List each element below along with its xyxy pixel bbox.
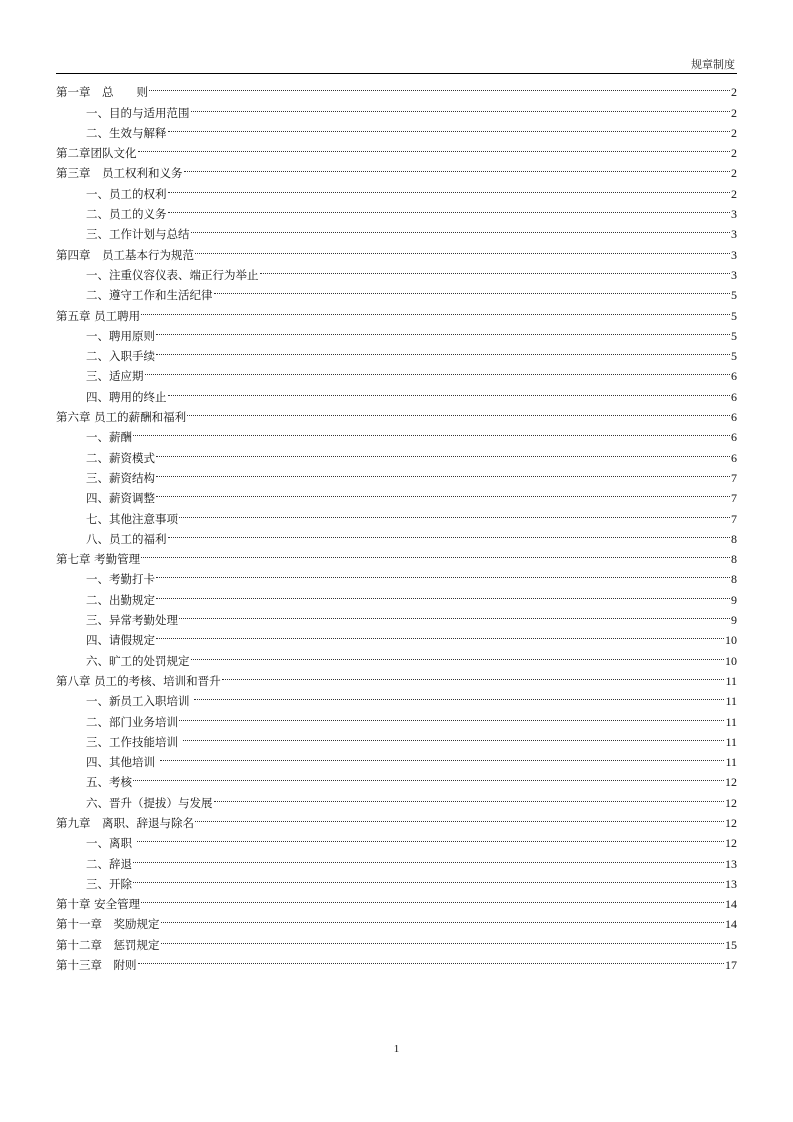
toc-entry-label: 三、工作技能培训	[86, 734, 182, 749]
toc-entry-label: 二、入职手续	[86, 349, 155, 364]
toc-section-entry[interactable]	[56, 644, 737, 668]
toc-entry-page-number: 5	[731, 308, 737, 323]
toc-entry-label: 二、遵守工作和生活纪律	[86, 288, 213, 303]
toc-entry-page-number: 12	[725, 815, 737, 830]
toc-entry-page-number: 12	[725, 836, 737, 851]
toc-entry-page-number: 13	[725, 876, 737, 891]
toc-section-entry[interactable]	[56, 441, 737, 465]
toc-entry-label: 第十二章 惩罚规定	[56, 937, 160, 952]
toc-entry-label: 三、异常考勤处理	[86, 613, 178, 628]
toc-entry-page-number: 12	[725, 775, 737, 790]
toc-section-entry[interactable]	[56, 624, 737, 648]
toc-dot-leader	[168, 117, 731, 137]
toc-entry-page-number: 9	[731, 613, 737, 628]
toc-dot-leader	[187, 401, 730, 421]
toc-entry-page-number: 6	[731, 369, 737, 384]
toc-section-entry[interactable]	[56, 868, 737, 891]
toc-chapter-entry[interactable]	[56, 137, 737, 161]
toc-entry-label: 第六章 员工的薪酬和福利	[56, 410, 187, 425]
toc-dot-leader	[183, 726, 725, 746]
toc-entry-page-number: 15	[725, 937, 737, 952]
toc-dot-leader	[161, 928, 725, 948]
toc-dot-leader	[195, 238, 730, 258]
toc-entry-label: 三、适应期	[86, 369, 144, 384]
toc-chapter-entry[interactable]	[56, 157, 737, 181]
toc-dot-leader	[156, 482, 730, 502]
toc-dot-leader	[260, 259, 731, 279]
toc-dot-leader	[133, 847, 724, 867]
toc-chapter-entry[interactable]	[56, 888, 737, 912]
toc-entry-label: 三、工作计划与总结	[86, 227, 190, 242]
toc-entry-label: 六、旷工的处罚规定	[86, 653, 190, 668]
toc-chapter-entry[interactable]	[56, 949, 737, 973]
toc-entry-page-number: 17	[725, 958, 737, 973]
toc-entry-label: 一、薪酬	[86, 430, 132, 445]
toc-entry-page-number: 7	[731, 470, 737, 485]
toc-chapter-entry[interactable]	[56, 543, 737, 567]
toc-section-entry[interactable]	[56, 340, 737, 364]
toc-entry-label: 第八章 员工的考核、培训和晋升	[56, 673, 221, 688]
page-number: 1	[393, 1043, 400, 1055]
toc-entry-page-number: 8	[731, 572, 737, 587]
toc-dot-leader	[222, 665, 725, 685]
toc-entry-label: 第七章 考勤管理	[56, 552, 141, 567]
toc-dot-leader	[168, 523, 731, 543]
toc-entry-page-number: 2	[731, 85, 737, 100]
toc-entry-page-number: 2	[731, 166, 737, 181]
toc-dot-leader	[214, 279, 731, 299]
toc-entry-page-number: 2	[731, 146, 737, 161]
toc-entry-label: 四、请假规定	[86, 633, 155, 648]
toc-dot-leader	[156, 583, 730, 603]
toc-dot-leader	[138, 137, 731, 157]
toc-entry-page-number: 6	[731, 389, 737, 404]
toc-entry-label: 二、出勤规定	[86, 592, 155, 607]
toc-dot-leader	[191, 218, 731, 238]
toc-section-entry[interactable]	[56, 583, 737, 607]
toc-chapter-entry[interactable]	[56, 908, 737, 932]
toc-dot-leader	[214, 786, 725, 806]
toc-chapter-entry[interactable]	[56, 299, 737, 323]
toc-entry-page-number: 6	[731, 410, 737, 425]
toc-entry-page-number: 7	[731, 491, 737, 506]
toc-entry-page-number: 5	[731, 288, 737, 303]
toc-entry-label: 五、考核	[86, 775, 132, 790]
toc-entry-label: 一、注重仪容仪表、端正行为举止	[86, 267, 259, 282]
toc-dot-leader	[156, 320, 730, 340]
toc-dot-leader	[168, 177, 731, 197]
toc-entry-label: 二、部门业务培训	[86, 714, 178, 729]
toc-entry-label: 三、开除	[86, 876, 132, 891]
toc-entry-page-number: 12	[725, 795, 737, 810]
toc-dot-leader	[191, 644, 725, 664]
toc-entry-label: 一、考勤打卡	[86, 572, 155, 587]
toc-entry-label: 七、其他注意事项	[86, 511, 178, 526]
toc-entry-label: 第四章 员工基本行为规范	[56, 247, 194, 262]
toc-entry-label: 二、薪资模式	[86, 450, 155, 465]
toc-dot-leader	[141, 299, 730, 319]
toc-entry-label: 四、薪资调整	[86, 491, 155, 506]
toc-dot-leader	[179, 705, 724, 725]
toc-dot-leader	[191, 96, 731, 116]
toc-entry-page-number: 11	[725, 694, 737, 709]
toc-entry-page-number: 11	[725, 714, 737, 729]
toc-dot-leader	[156, 563, 730, 583]
toc-entry-page-number: 9	[731, 592, 737, 607]
header-title: 规章制度	[691, 58, 735, 71]
toc-dot-leader	[184, 157, 731, 177]
toc-entry-page-number: 13	[725, 856, 737, 871]
toc-dot-leader	[160, 746, 725, 766]
toc-dot-leader	[133, 868, 724, 888]
toc-entry-page-number: 3	[731, 247, 737, 262]
toc-dot-leader	[161, 908, 725, 928]
toc-entry-label: 第十一章 奖励规定	[56, 917, 160, 932]
toc-dot-leader	[138, 949, 725, 969]
toc-section-entry[interactable]	[56, 563, 737, 587]
toc-entry-page-number: 2	[731, 125, 737, 140]
toc-dot-leader	[179, 604, 730, 624]
toc-entry-label: 第十章 安全管理	[56, 897, 141, 912]
toc-entry-label: 四、聘用的终止	[86, 389, 167, 404]
toc-entry-label: 八、员工的福利	[86, 531, 167, 546]
toc-entry-page-number: 10	[725, 653, 737, 668]
toc-dot-leader	[168, 380, 731, 400]
toc-dot-leader	[141, 888, 724, 908]
toc-entry-page-number: 2	[731, 186, 737, 201]
toc-entry-page-number: 11	[725, 755, 737, 770]
toc-section-entry[interactable]	[56, 360, 737, 384]
toc-section-entry[interactable]	[56, 421, 737, 445]
toc-section-entry[interactable]	[56, 786, 737, 810]
toc-entry-page-number: 11	[725, 673, 737, 688]
toc-entry-page-number: 6	[731, 430, 737, 445]
toc-entry-label: 第九章 离职、辞退与除名	[56, 815, 194, 830]
toc-entry-label: 第五章 员工聘用	[56, 308, 141, 323]
toc-section-entry[interactable]	[56, 482, 737, 506]
toc-dot-leader	[195, 807, 724, 827]
toc-dot-leader	[194, 685, 724, 705]
toc-entry-label: 二、生效与解释	[86, 125, 167, 140]
toc-dot-leader	[179, 502, 730, 522]
toc-entry-label: 第十三章 附则	[56, 958, 137, 973]
toc-entry-label: 第三章 员工权利和义务	[56, 166, 183, 181]
toc-dot-leader	[156, 441, 730, 461]
toc-section-entry[interactable]	[56, 604, 737, 628]
toc-entry-label: 一、聘用原则	[86, 328, 155, 343]
toc-dot-leader	[156, 462, 730, 482]
toc-section-entry[interactable]	[56, 502, 737, 526]
toc-dot-leader	[156, 624, 724, 644]
toc-dot-leader	[137, 827, 724, 847]
toc-entry-label: 三、薪资结构	[86, 470, 155, 485]
toc-entry-page-number: 3	[731, 227, 737, 242]
toc-entry-page-number: 7	[731, 511, 737, 526]
toc-entry-page-number: 14	[725, 917, 737, 932]
toc-dot-leader	[156, 340, 730, 360]
toc-entry-page-number: 3	[731, 267, 737, 282]
toc-section-entry[interactable]	[56, 96, 737, 120]
toc-section-entry[interactable]	[56, 766, 737, 790]
toc-dot-leader	[145, 360, 731, 380]
toc-section-entry[interactable]	[56, 380, 737, 404]
toc-entry-page-number: 10	[725, 633, 737, 648]
toc-section-entry[interactable]	[56, 320, 737, 343]
toc-dot-leader	[133, 766, 724, 786]
toc-entry-page-number: 11	[725, 734, 737, 749]
toc-dot-leader	[133, 421, 730, 441]
toc-entry-page-number: 5	[731, 328, 737, 343]
toc-entry-page-number: 6	[731, 450, 737, 465]
toc-entry-page-number: 8	[731, 531, 737, 546]
toc-entry-label: 四、其他培训	[86, 755, 159, 770]
toc-entry-label: 一、员工的权利	[86, 186, 167, 201]
toc-dot-leader	[141, 543, 730, 563]
toc-entry-label: 六、晋升（提拔）与发展	[86, 795, 213, 810]
toc-entry-page-number: 14	[725, 897, 737, 912]
toc-entry-label: 一、离职	[86, 836, 136, 851]
table-of-contents	[56, 76, 737, 973]
toc-entry-label: 一、新员工入职培训	[86, 694, 194, 709]
toc-dot-leader	[149, 76, 730, 96]
toc-dot-leader	[168, 198, 731, 218]
toc-section-entry[interactable]	[56, 462, 737, 485]
toc-entry-label: 第二章团队文化	[56, 146, 137, 161]
toc-chapter-entry[interactable]	[56, 76, 737, 100]
toc-entry-label: 二、辞退	[86, 856, 132, 871]
toc-entry-page-number: 5	[731, 349, 737, 364]
toc-entry-page-number: 8	[731, 552, 737, 567]
toc-entry-label: 第一章 总 则	[56, 85, 148, 100]
toc-entry-page-number: 3	[731, 207, 737, 222]
toc-section-entry[interactable]	[56, 827, 737, 851]
header-rule	[56, 73, 737, 74]
toc-entry-page-number: 2	[731, 105, 737, 120]
toc-entry-label: 二、员工的义务	[86, 207, 167, 222]
toc-entry-label: 一、目的与适用范围	[86, 105, 190, 120]
toc-section-entry[interactable]	[56, 847, 737, 871]
